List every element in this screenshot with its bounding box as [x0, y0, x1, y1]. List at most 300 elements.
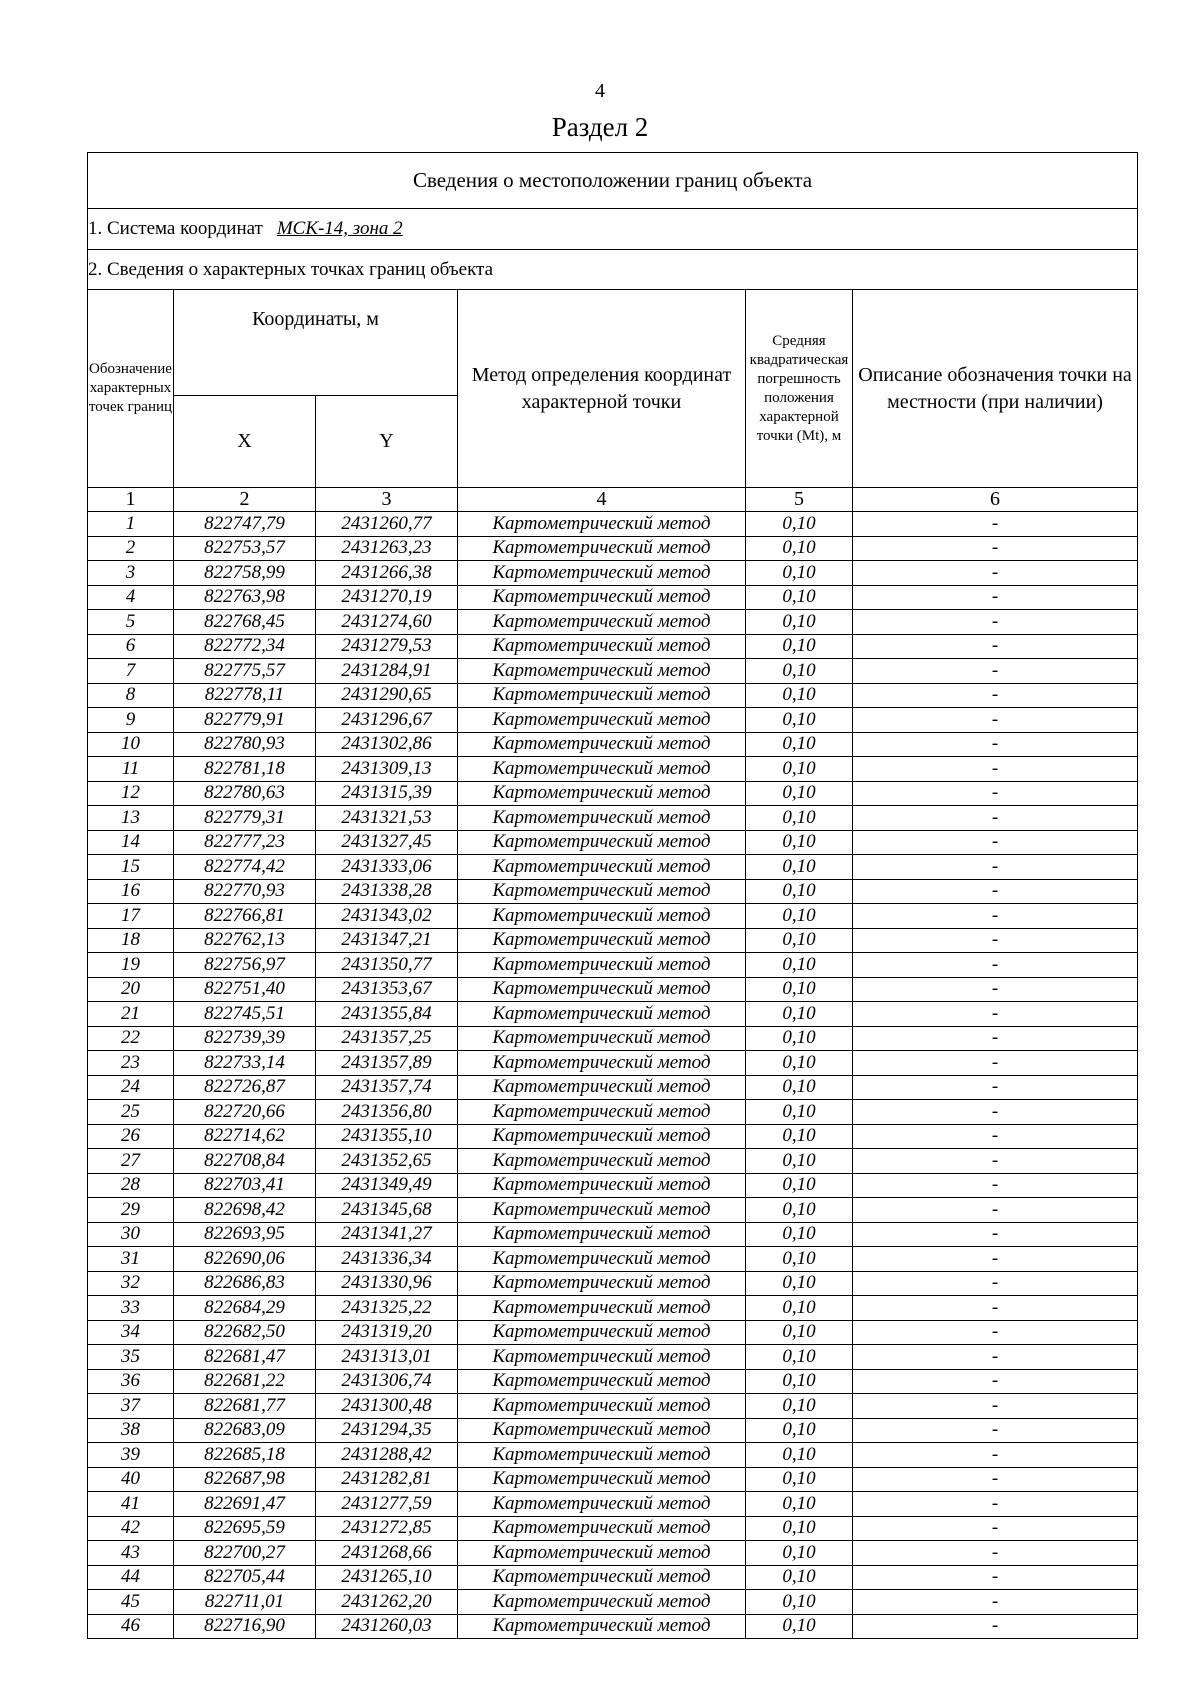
point-number-cell: 4: [88, 585, 174, 610]
method-cell: Картометрический метод: [458, 953, 746, 978]
method-cell: Картометрический метод: [458, 1467, 746, 1492]
method-cell: Картометрический метод: [458, 585, 746, 610]
point-number-cell: 1: [88, 512, 174, 537]
point-number-cell: 25: [88, 1100, 174, 1125]
mean-error-cell: 0,10: [746, 1222, 853, 1247]
point-number-cell: 12: [88, 781, 174, 806]
description-cell: -: [853, 659, 1138, 684]
mean-error-cell: 0,10: [746, 1345, 853, 1370]
x-coordinate-cell: 822714,62: [174, 1124, 316, 1149]
table-row: [88, 879, 1138, 904]
description-cell: -: [853, 708, 1138, 733]
method-cell: Картометрический метод: [458, 1394, 746, 1419]
point-number-cell: 18: [88, 928, 174, 953]
mean-error-cell: 0,10: [746, 1149, 853, 1174]
method-cell: Картометрический метод: [458, 1492, 746, 1517]
y-coordinate-cell: 2431274,60: [316, 610, 458, 635]
table-row: [88, 634, 1138, 659]
mean-error-cell: 0,10: [746, 536, 853, 561]
point-number-cell: 10: [88, 732, 174, 757]
description-cell: -: [853, 1149, 1138, 1174]
table-row: [88, 1149, 1138, 1174]
method-cell: Картометрический метод: [458, 1369, 746, 1394]
mean-error-cell: 0,10: [746, 830, 853, 855]
table-row: [88, 1198, 1138, 1223]
point-number-cell: 30: [88, 1222, 174, 1247]
header-description: Описание обозначения точки на местности (при наличии): [853, 290, 1138, 488]
point-number-cell: 6: [88, 634, 174, 659]
table-row: [88, 1394, 1138, 1419]
mean-error-cell: 0,10: [746, 904, 853, 929]
y-coordinate-cell: 2431288,42: [316, 1443, 458, 1468]
y-coordinate-cell: 2431315,39: [316, 781, 458, 806]
x-coordinate-cell: 822687,98: [174, 1467, 316, 1492]
description-cell: -: [853, 561, 1138, 586]
description-cell: -: [853, 1222, 1138, 1247]
method-cell: Картометрический метод: [458, 1051, 746, 1076]
point-number-cell: 42: [88, 1516, 174, 1541]
mean-error-cell: 0,10: [746, 781, 853, 806]
method-cell: Картометрический метод: [458, 732, 746, 757]
method-cell: Картометрический метод: [458, 977, 746, 1002]
method-cell: Картометрический метод: [458, 1320, 746, 1345]
description-cell: -: [853, 1541, 1138, 1566]
x-coordinate-cell: 822747,79: [174, 512, 316, 537]
x-coordinate-cell: 822716,90: [174, 1614, 316, 1639]
method-cell: Картометрический метод: [458, 879, 746, 904]
description-cell: -: [853, 1075, 1138, 1100]
x-coordinate-cell: 822726,87: [174, 1075, 316, 1100]
x-coordinate-cell: 822733,14: [174, 1051, 316, 1076]
point-number-cell: 24: [88, 1075, 174, 1100]
method-cell: Картометрический метод: [458, 634, 746, 659]
point-number-cell: 13: [88, 806, 174, 831]
x-coordinate-cell: 822695,59: [174, 1516, 316, 1541]
y-coordinate-cell: 2431302,86: [316, 732, 458, 757]
mean-error-cell: 0,10: [746, 708, 853, 733]
mean-error-cell: 0,10: [746, 585, 853, 610]
point-number-cell: 31: [88, 1247, 174, 1272]
mean-error-cell: 0,10: [746, 512, 853, 537]
table-row: [88, 610, 1138, 635]
y-coordinate-cell: 2431282,81: [316, 1467, 458, 1492]
header-designation: Обозначение характерных точек границ: [88, 290, 174, 488]
table-row: [88, 806, 1138, 831]
x-coordinate-cell: 822693,95: [174, 1222, 316, 1247]
y-coordinate-cell: 2431349,49: [316, 1173, 458, 1198]
x-coordinate-cell: 822756,97: [174, 953, 316, 978]
point-number-cell: 16: [88, 879, 174, 904]
method-cell: Картометрический метод: [458, 1124, 746, 1149]
x-coordinate-cell: 822770,93: [174, 879, 316, 904]
table-row: [88, 757, 1138, 782]
mean-error-cell: 0,10: [746, 1516, 853, 1541]
point-number-cell: 46: [88, 1614, 174, 1639]
point-number-cell: 39: [88, 1443, 174, 1468]
mean-error-cell: 0,10: [746, 1492, 853, 1517]
column-number: 2: [174, 488, 316, 512]
table-row: [88, 708, 1138, 733]
description-cell: -: [853, 1296, 1138, 1321]
description-cell: -: [853, 1026, 1138, 1051]
description-cell: -: [853, 879, 1138, 904]
x-coordinate-cell: 822753,57: [174, 536, 316, 561]
y-coordinate-cell: 2431306,74: [316, 1369, 458, 1394]
method-cell: Картометрический метод: [458, 1418, 746, 1443]
y-coordinate-cell: 2431347,21: [316, 928, 458, 953]
coordinate-system-value: МСК-14, зона 2: [276, 218, 403, 239]
table-row: [88, 1222, 1138, 1247]
description-cell: -: [853, 1198, 1138, 1223]
column-numbers-row: [88, 488, 1138, 512]
y-coordinate-cell: 2431300,48: [316, 1394, 458, 1419]
description-cell: -: [853, 953, 1138, 978]
description-cell: -: [853, 1590, 1138, 1615]
description-cell: -: [853, 1124, 1138, 1149]
point-number-cell: 19: [88, 953, 174, 978]
point-number-cell: 27: [88, 1149, 174, 1174]
y-coordinate-cell: 2431277,59: [316, 1492, 458, 1517]
point-number-cell: 26: [88, 1124, 174, 1149]
mean-error-cell: 0,10: [746, 1467, 853, 1492]
table-row: [88, 1590, 1138, 1615]
y-coordinate-cell: 2431284,91: [316, 659, 458, 684]
header-method: Метод определения координат характерной точки: [458, 290, 746, 488]
point-number-cell: 23: [88, 1051, 174, 1076]
table-row: [88, 1418, 1138, 1443]
method-cell: Картометрический метод: [458, 561, 746, 586]
point-number-cell: 7: [88, 659, 174, 684]
mean-error-cell: 0,10: [746, 1247, 853, 1272]
x-coordinate-cell: 822681,77: [174, 1394, 316, 1419]
header-mean-error: Средняя квадратическая погрешность положения характерной точки (Mt), м: [746, 290, 853, 488]
description-cell: -: [853, 904, 1138, 929]
method-cell: Картометрический метод: [458, 928, 746, 953]
point-number-cell: 32: [88, 1271, 174, 1296]
method-cell: Картометрический метод: [458, 806, 746, 831]
mean-error-cell: 0,10: [746, 1418, 853, 1443]
x-coordinate-cell: 822705,44: [174, 1565, 316, 1590]
x-coordinate-cell: 822778,11: [174, 683, 316, 708]
mean-error-cell: 0,10: [746, 1565, 853, 1590]
x-coordinate-cell: 822681,22: [174, 1369, 316, 1394]
boundary-table: [87, 152, 1138, 1639]
mean-error-cell: 0,10: [746, 1075, 853, 1100]
mean-error-cell: 0,10: [746, 855, 853, 880]
method-cell: Картометрический метод: [458, 1173, 746, 1198]
coordinate-system-row: [88, 209, 1138, 250]
column-number: 6: [853, 488, 1138, 512]
method-cell: Картометрический метод: [458, 830, 746, 855]
description-cell: -: [853, 1394, 1138, 1419]
x-coordinate-cell: 822698,42: [174, 1198, 316, 1223]
method-cell: Картометрический метод: [458, 512, 746, 537]
table-row: [88, 1247, 1138, 1272]
description-cell: -: [853, 781, 1138, 806]
description-cell: -: [853, 830, 1138, 855]
column-number: 5: [746, 488, 853, 512]
point-number-cell: 45: [88, 1590, 174, 1615]
y-coordinate-cell: 2431279,53: [316, 634, 458, 659]
table-row: [88, 1467, 1138, 1492]
point-number-cell: 34: [88, 1320, 174, 1345]
method-cell: Картометрический метод: [458, 1271, 746, 1296]
table-row: [88, 781, 1138, 806]
mean-error-cell: 0,10: [746, 610, 853, 635]
description-cell: -: [853, 757, 1138, 782]
x-coordinate-cell: 822781,18: [174, 757, 316, 782]
y-coordinate-cell: 2431355,84: [316, 1002, 458, 1027]
description-cell: -: [853, 1492, 1138, 1517]
x-coordinate-cell: 822682,50: [174, 1320, 316, 1345]
mean-error-cell: 0,10: [746, 1198, 853, 1223]
y-coordinate-cell: 2431319,20: [316, 1320, 458, 1345]
table-row: [88, 1369, 1138, 1394]
table-row: [88, 1002, 1138, 1027]
x-coordinate-cell: 822745,51: [174, 1002, 316, 1027]
method-cell: Картометрический метод: [458, 1565, 746, 1590]
x-coordinate-cell: 822768,45: [174, 610, 316, 635]
y-coordinate-cell: 2431345,68: [316, 1198, 458, 1223]
y-coordinate-cell: 2431330,96: [316, 1271, 458, 1296]
mean-error-cell: 0,10: [746, 953, 853, 978]
mean-error-cell: 0,10: [746, 1443, 853, 1468]
description-cell: -: [853, 610, 1138, 635]
description-cell: -: [853, 855, 1138, 880]
method-cell: Картометрический метод: [458, 1516, 746, 1541]
x-coordinate-cell: 822779,31: [174, 806, 316, 831]
x-coordinate-cell: 822685,18: [174, 1443, 316, 1468]
table-row: [88, 1051, 1138, 1076]
page-number: 4: [595, 80, 605, 102]
method-cell: Картометрический метод: [458, 1443, 746, 1468]
y-coordinate-cell: 2431270,19: [316, 585, 458, 610]
method-cell: Картометрический метод: [458, 1149, 746, 1174]
y-coordinate-cell: 2431343,02: [316, 904, 458, 929]
mean-error-cell: 0,10: [746, 977, 853, 1002]
description-cell: -: [853, 732, 1138, 757]
mean-error-cell: 0,10: [746, 732, 853, 757]
method-cell: Картометрический метод: [458, 659, 746, 684]
point-number-cell: 5: [88, 610, 174, 635]
point-number-cell: 3: [88, 561, 174, 586]
point-number-cell: 43: [88, 1541, 174, 1566]
mean-error-cell: 0,10: [746, 1369, 853, 1394]
y-coordinate-cell: 2431265,10: [316, 1565, 458, 1590]
point-number-cell: 40: [88, 1467, 174, 1492]
point-number-cell: 2: [88, 536, 174, 561]
y-coordinate-cell: 2431309,13: [316, 757, 458, 782]
point-number-cell: 15: [88, 855, 174, 880]
description-cell: -: [853, 1565, 1138, 1590]
table-row: [88, 1026, 1138, 1051]
description-cell: -: [853, 806, 1138, 831]
x-coordinate-cell: 822690,06: [174, 1247, 316, 1272]
points-title: 2. Сведения о характерных точках границ объекта: [88, 250, 1138, 290]
table-row: [88, 1443, 1138, 1468]
column-number: 3: [316, 488, 458, 512]
y-coordinate-cell: 2431296,67: [316, 708, 458, 733]
table-row: [88, 855, 1138, 880]
mean-error-cell: 0,10: [746, 928, 853, 953]
description-cell: -: [853, 1271, 1138, 1296]
description-cell: -: [853, 1345, 1138, 1370]
description-cell: -: [853, 1320, 1138, 1345]
y-coordinate-cell: 2431357,89: [316, 1051, 458, 1076]
column-number: 1: [88, 488, 174, 512]
x-coordinate-cell: 822777,23: [174, 830, 316, 855]
mean-error-cell: 0,10: [746, 879, 853, 904]
point-number-cell: 37: [88, 1394, 174, 1419]
mean-error-cell: 0,10: [746, 1296, 853, 1321]
method-cell: Картометрический метод: [458, 904, 746, 929]
mean-error-cell: 0,10: [746, 1320, 853, 1345]
table-row: [88, 904, 1138, 929]
table-row: [88, 1516, 1138, 1541]
mean-error-cell: 0,10: [746, 1051, 853, 1076]
y-coordinate-cell: 2431272,85: [316, 1516, 458, 1541]
method-cell: Картометрический метод: [458, 536, 746, 561]
mean-error-cell: 0,10: [746, 1026, 853, 1051]
y-coordinate-cell: 2431333,06: [316, 855, 458, 880]
x-coordinate-cell: 822763,98: [174, 585, 316, 610]
mean-error-cell: 0,10: [746, 1002, 853, 1027]
x-coordinate-cell: 822708,84: [174, 1149, 316, 1174]
mean-error-cell: 0,10: [746, 634, 853, 659]
description-cell: -: [853, 683, 1138, 708]
y-coordinate-cell: 2431355,10: [316, 1124, 458, 1149]
column-number: 4: [458, 488, 746, 512]
table-row: [88, 830, 1138, 855]
method-cell: Картометрический метод: [458, 1002, 746, 1027]
table-row: [88, 1100, 1138, 1125]
point-number-cell: 38: [88, 1418, 174, 1443]
x-coordinate-cell: 822762,13: [174, 928, 316, 953]
point-number-cell: 20: [88, 977, 174, 1002]
x-coordinate-cell: 822711,01: [174, 1590, 316, 1615]
method-cell: Картометрический метод: [458, 683, 746, 708]
mean-error-cell: 0,10: [746, 757, 853, 782]
point-number-cell: 21: [88, 1002, 174, 1027]
section-title: Раздел 2: [551, 112, 649, 142]
point-number-cell: 14: [88, 830, 174, 855]
y-coordinate-cell: 2431260,03: [316, 1614, 458, 1639]
table-row: [88, 1541, 1138, 1566]
method-cell: Картометрический метод: [458, 757, 746, 782]
y-coordinate-cell: 2431352,65: [316, 1149, 458, 1174]
y-coordinate-cell: 2431350,77: [316, 953, 458, 978]
description-cell: -: [853, 1369, 1138, 1394]
x-coordinate-cell: 822775,57: [174, 659, 316, 684]
table-row: [88, 1565, 1138, 1590]
x-coordinate-cell: 822780,93: [174, 732, 316, 757]
method-cell: Картометрический метод: [458, 1345, 746, 1370]
mean-error-cell: 0,10: [746, 1541, 853, 1566]
mean-error-cell: 0,10: [746, 1124, 853, 1149]
y-coordinate-cell: 2431357,25: [316, 1026, 458, 1051]
x-coordinate-cell: 822751,40: [174, 977, 316, 1002]
x-coordinate-cell: 822681,47: [174, 1345, 316, 1370]
y-coordinate-cell: 2431262,20: [316, 1590, 458, 1615]
mean-error-cell: 0,10: [746, 683, 853, 708]
x-coordinate-cell: 822720,66: [174, 1100, 316, 1125]
x-coordinate-cell: 822758,99: [174, 561, 316, 586]
description-cell: -: [853, 1002, 1138, 1027]
method-cell: Картометрический метод: [458, 1590, 746, 1615]
table-row: [88, 1271, 1138, 1296]
table-row: [88, 1345, 1138, 1370]
mean-error-cell: 0,10: [746, 1614, 853, 1639]
table-row: [88, 536, 1138, 561]
description-cell: -: [853, 928, 1138, 953]
table-row: [88, 512, 1138, 537]
point-number-cell: 41: [88, 1492, 174, 1517]
description-cell: -: [853, 977, 1138, 1002]
y-coordinate-cell: 2431327,45: [316, 830, 458, 855]
y-coordinate-cell: 2431356,80: [316, 1100, 458, 1125]
y-coordinate-cell: 2431336,34: [316, 1247, 458, 1272]
x-coordinate-cell: 822772,34: [174, 634, 316, 659]
x-coordinate-cell: 822684,29: [174, 1296, 316, 1321]
description-cell: -: [853, 1614, 1138, 1639]
mean-error-cell: 0,10: [746, 1173, 853, 1198]
x-coordinate-cell: 822691,47: [174, 1492, 316, 1517]
description-cell: -: [853, 536, 1138, 561]
x-coordinate-cell: 822703,41: [174, 1173, 316, 1198]
table-row: [88, 928, 1138, 953]
method-cell: Картометрический метод: [458, 1247, 746, 1272]
method-cell: Картометрический метод: [458, 1198, 746, 1223]
x-coordinate-cell: 822780,63: [174, 781, 316, 806]
x-coordinate-cell: 822739,39: [174, 1026, 316, 1051]
table-row: [88, 1492, 1138, 1517]
mean-error-cell: 0,10: [746, 659, 853, 684]
point-number-cell: 29: [88, 1198, 174, 1223]
table-caption: Сведения о местоположении границ объекта: [88, 153, 1138, 209]
method-cell: Картометрический метод: [458, 855, 746, 880]
y-coordinate-cell: 2431263,23: [316, 536, 458, 561]
table-row: [88, 953, 1138, 978]
table-row: [88, 977, 1138, 1002]
table-row: [88, 1296, 1138, 1321]
header-x: X: [174, 396, 316, 488]
point-number-cell: 44: [88, 1565, 174, 1590]
table-body: [88, 512, 1138, 1639]
y-coordinate-cell: 2431321,53: [316, 806, 458, 831]
y-coordinate-cell: 2431260,77: [316, 512, 458, 537]
point-number-cell: 36: [88, 1369, 174, 1394]
description-cell: -: [853, 1443, 1138, 1468]
table-row: [88, 1320, 1138, 1345]
x-coordinate-cell: 822774,42: [174, 855, 316, 880]
method-cell: Картометрический метод: [458, 1075, 746, 1100]
method-cell: Картометрический метод: [458, 610, 746, 635]
description-cell: -: [853, 1418, 1138, 1443]
point-number-cell: 9: [88, 708, 174, 733]
method-cell: Картометрический метод: [458, 1614, 746, 1639]
x-coordinate-cell: 822686,83: [174, 1271, 316, 1296]
method-cell: Картометрический метод: [458, 1100, 746, 1125]
mean-error-cell: 0,10: [746, 1271, 853, 1296]
description-cell: -: [853, 585, 1138, 610]
table-row: [88, 732, 1138, 757]
y-coordinate-cell: 2431357,74: [316, 1075, 458, 1100]
header-coordinates: Координаты, м: [174, 290, 458, 396]
table-row: [88, 1614, 1138, 1639]
mean-error-cell: 0,10: [746, 561, 853, 586]
y-coordinate-cell: 2431294,35: [316, 1418, 458, 1443]
method-cell: Картометрический метод: [458, 781, 746, 806]
